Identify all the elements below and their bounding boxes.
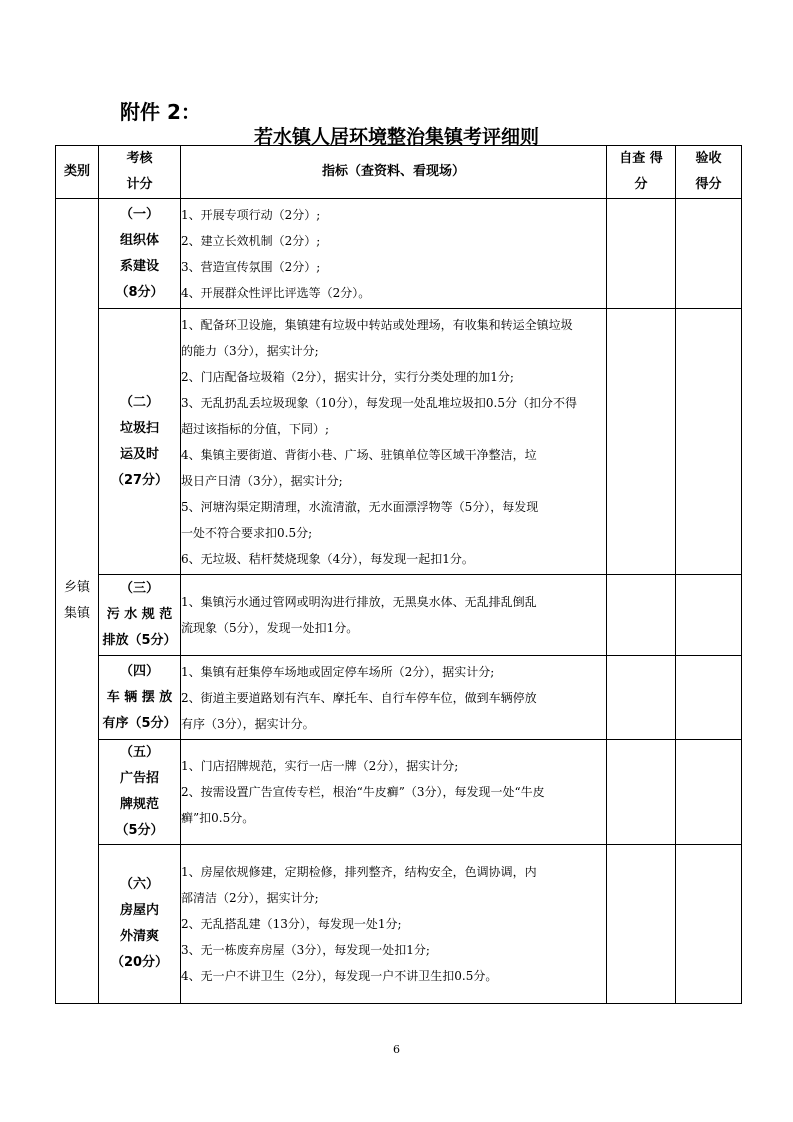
section-title-line: 有序（5分）	[102, 715, 177, 731]
section-title-line: 车 辆 摆 放	[106, 689, 173, 705]
assessment-table	[55, 145, 742, 1004]
section-title-cell	[99, 309, 181, 575]
indicator-line: 1、房屋依规修建，定期检修，排列整齐，结构安全，色调协调，内	[181, 865, 537, 879]
section-title-line: （27分）	[110, 472, 169, 488]
self-check-score-cell[interactable]	[607, 575, 676, 656]
indicator-cell	[181, 740, 607, 845]
table-row	[56, 199, 742, 309]
self-check-score-cell[interactable]	[607, 309, 676, 575]
header-self-check-score: 自查 得 分	[607, 146, 676, 199]
category-cell: 乡镇 集镇	[56, 199, 99, 1004]
section-title-line: 系建设	[119, 258, 159, 274]
header-category: 类别	[56, 146, 99, 199]
indicator-line: 2、建立长效机制（2分）;	[181, 233, 321, 248]
indicator-line: 2、按需设置广告宣传专栏，根治“牛皮癣”（3分），每发现一处“牛皮	[181, 785, 545, 799]
header-assessment-score: 考核 计分	[99, 146, 181, 199]
section-title-cell	[99, 740, 181, 845]
acceptance-score-cell[interactable]	[676, 199, 742, 309]
indicator-line: 2、无乱搭乱建（13分），每发现一处1分;	[181, 917, 402, 931]
section-title-line: （一）	[119, 206, 159, 222]
section-title-line: 垃圾扫	[119, 420, 159, 436]
indicator-line: 3、营造宣传氛围（2分）;	[181, 259, 321, 274]
section-title-line: （五）	[119, 745, 159, 760]
section-title-cell	[99, 199, 181, 309]
indicator-line: 1、集镇污水通过管网或明沟进行排放，无黑臭水体、无乱排乱倒乱	[181, 595, 537, 609]
section-title-line: 广告招	[119, 771, 159, 786]
indicator-line: 2、门店配备垃圾箱（2分），据实计分，实行分类处理的加1分;	[181, 369, 514, 384]
indicator-cell	[181, 309, 607, 575]
indicator-line: 一处不符合要求扣0.5分;	[181, 525, 313, 540]
indicator-line: 有序（3分），据实计分。	[181, 716, 315, 731]
acceptance-score-cell[interactable]	[676, 656, 742, 740]
indicator-line: 3、无一栋废弃房屋（3分），每发现一处扣1分;	[181, 943, 430, 957]
indicator-line: 5、河塘沟渠定期清理，水流清澈，无水面漂浮物等（5分），每发现	[181, 499, 539, 514]
section-title-line: 房屋内	[119, 903, 159, 918]
acceptance-score-cell[interactable]	[676, 309, 742, 575]
indicator-cell	[181, 199, 607, 309]
section-title-line: 排放（5分）	[102, 633, 177, 648]
indicator-line: 4、无一户不讲卫生（2分），每发现一户不讲卫生扣0.5分。	[181, 969, 498, 983]
section-title-line: 牌规范	[119, 797, 159, 812]
table-row	[56, 845, 742, 1004]
indicator-line: 部清洁（2分），据实计分;	[181, 891, 319, 905]
document-title: 若水镇人居环境整治集镇考评细则	[253, 126, 539, 148]
table-row	[56, 656, 742, 740]
table-row	[56, 575, 742, 656]
indicator-line: 3、无乱扔乱丢垃圾现象（10分），每发现一处乱堆垃圾扣0.5分（扣分不得	[181, 395, 577, 410]
section-title-line: 外清爽	[119, 929, 159, 944]
section-title-line: 运及时	[119, 446, 159, 462]
acceptance-score-cell[interactable]	[676, 740, 742, 845]
header-indicator: 指标（查资料、看现场）	[181, 146, 607, 199]
section-title-line: （四）	[119, 663, 159, 679]
indicator-line: 4、集镇主要街道、背街小巷、广场、驻镇单位等区域干净整洁，垃	[181, 447, 537, 462]
indicator-line: 2、街道主要道路划有汽车、摩托车、自行车停车位，做到车辆停放	[181, 690, 537, 705]
attachment-label: 附件 2：	[120, 100, 201, 124]
indicator-line: 1、开展专项行动（2分）;	[181, 207, 321, 222]
indicator-line: 流现象（5分），发现一处扣1分。	[181, 621, 359, 635]
section-title-line: （20分）	[110, 955, 169, 970]
section-title-cell	[99, 575, 181, 656]
section-title-line: （8分）	[115, 284, 164, 300]
self-check-score-cell[interactable]	[607, 199, 676, 309]
table-header-row	[56, 146, 742, 199]
indicator-cell	[181, 575, 607, 656]
section-title-line: （六）	[119, 877, 159, 892]
self-check-score-cell[interactable]	[607, 740, 676, 845]
page-number: 6	[393, 1043, 400, 1056]
self-check-score-cell[interactable]	[607, 656, 676, 740]
indicator-line: 6、无垃圾、秸杆焚烧现象（4分），每发现一起扣1分。	[181, 551, 474, 566]
section-title-cell	[99, 845, 181, 1004]
section-title-line: （5分）	[115, 823, 164, 838]
table-row	[56, 740, 742, 845]
self-check-score-cell[interactable]	[607, 845, 676, 1004]
section-title-line: （三）	[119, 581, 159, 596]
section-title-cell	[99, 656, 181, 740]
indicator-line: 1、配备环卫设施，集镇建有垃圾中转站或处理场，有收集和转运全镇垃圾	[181, 317, 573, 332]
indicator-line: 1、门店招牌规范，实行一店一牌（2分），据实计分;	[181, 759, 459, 773]
indicator-line: 超过该指标的分值，下同）;	[181, 421, 330, 436]
indicator-line: 4、开展群众性评比评选等（2分）。	[181, 285, 371, 300]
indicator-cell	[181, 845, 607, 1004]
indicator-line: 圾日产日清（3分），据实计分;	[181, 473, 343, 488]
section-title-line: 组织体	[119, 232, 159, 248]
acceptance-score-cell[interactable]	[676, 575, 742, 656]
section-title-line: （二）	[119, 394, 159, 410]
acceptance-score-cell[interactable]	[676, 845, 742, 1004]
section-title-line: 污 水 规 范	[106, 607, 173, 622]
table-row	[56, 309, 742, 575]
indicator-line: 癣”扣0.5分。	[181, 811, 255, 825]
header-acceptance-score: 验收 得分	[676, 146, 742, 199]
indicator-cell	[181, 656, 607, 740]
indicator-line: 的能力（3分），据实计分;	[181, 343, 319, 358]
indicator-line: 1、集镇有赶集停车场地或固定停车场所（2分），据实计分;	[181, 664, 495, 679]
